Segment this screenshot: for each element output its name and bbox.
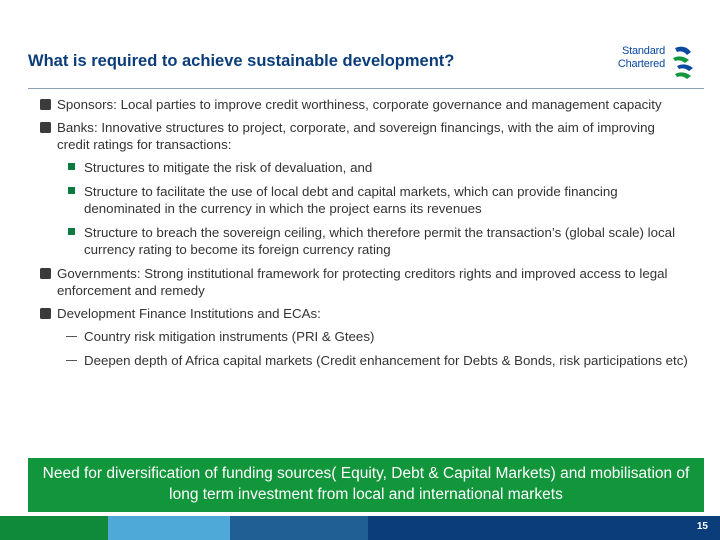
- bullet-sponsors: [40, 96, 690, 113]
- dash-bullet-icon: [66, 336, 77, 337]
- dfi-text: Development Finance Institutions and ECAs:: [57, 306, 321, 321]
- bullet-square-icon: [40, 268, 51, 279]
- footer-segment: [230, 516, 368, 540]
- dfi-item: [40, 352, 690, 369]
- footer-segment: [368, 516, 720, 540]
- bullet-dfi: [40, 305, 690, 322]
- bullet-governments: [40, 265, 690, 299]
- bullet-square-icon: [40, 122, 51, 133]
- footer-segment: [108, 516, 230, 540]
- footer-segment: [0, 516, 108, 540]
- slide-title: What is required to achieve sustainable development?: [28, 52, 455, 70]
- standard-chartered-logo: [603, 42, 699, 82]
- summary-banner: Need for diversification of funding sources( Equity, Debt & Capital Markets) and mobilisation of long term investment from local and international markets: [28, 458, 704, 512]
- footer-bar: [0, 516, 720, 540]
- title-divider: [28, 88, 704, 89]
- bank-item: [40, 183, 690, 217]
- banks-text: Banks: Innovative structures to project, corporate, and sovereign financings, with the aim of improving credit ratings for transactions:: [57, 120, 655, 152]
- dash-bullet-icon: [66, 360, 77, 361]
- content-body: [40, 96, 690, 376]
- dfi-item: [40, 328, 690, 345]
- green-square-bullet-icon: [68, 228, 75, 235]
- bank-item: [40, 224, 690, 258]
- sponsors-text: Sponsors: Local parties to improve credit worthiness, corporate governance and management capacity: [57, 97, 662, 112]
- dfi-item-text: Deepen depth of Africa capital markets (Credit enhancement for Debts & Bonds, risk participations etc): [84, 353, 688, 368]
- bank-item: [40, 159, 690, 176]
- governments-text: Governments: Strong institutional framework for protecting creditors rights and improved access to legal enforcement and remedy: [57, 266, 668, 298]
- bank-item-text: Structure to breach the sovereign ceiling, which therefore permit the transaction’s (global scale) local currency rating to become its foreign currency rating: [84, 225, 676, 257]
- logo-mark-icon: [669, 42, 697, 82]
- bank-item-text: Structure to facilitate the use of local debt and capital markets, which can provide financing denominated in the currency in which the project earns its revenues: [84, 184, 618, 216]
- page-number: 15: [696, 521, 708, 532]
- logo-text: [603, 45, 665, 71]
- bullet-square-icon: [40, 99, 51, 110]
- green-square-bullet-icon: [68, 163, 75, 170]
- logo-line-2: Chartered: [617, 58, 665, 70]
- green-square-bullet-icon: [68, 187, 75, 194]
- bullet-banks: [40, 119, 690, 153]
- bank-item-text: Structures to mitigate the risk of devaluation, and: [84, 160, 373, 175]
- logo-line-1: Standard: [621, 45, 665, 57]
- dfi-item-text: Country risk mitigation instruments (PRI & Gtees): [84, 329, 375, 344]
- bullet-square-icon: [40, 308, 51, 319]
